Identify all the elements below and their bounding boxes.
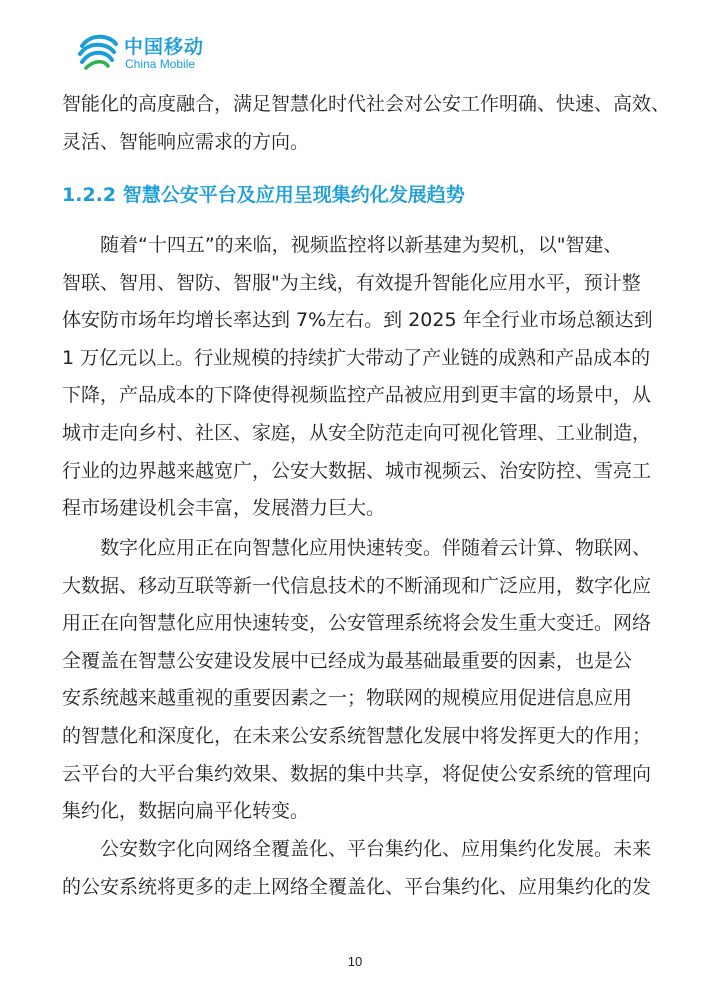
- text-line: 的公安系统将更多的走上网络全覆盖化、平台集约化、应用集约化的发: [62, 875, 652, 898]
- paragraph-network-coverage: [62, 831, 651, 906]
- text-line: 城市走向乡村、社区、家庭，从安全防范走向可视化管理、工业制造，: [62, 421, 652, 444]
- text-line: 的智慧化和深度化，在未来公安系统智慧化发展中将发挥更大的作用；: [62, 724, 652, 747]
- china-mobile-logo: [76, 30, 226, 76]
- paragraph-market: [62, 227, 653, 528]
- paragraph-digitalization: [62, 530, 651, 831]
- text-line: 用正在向智慧化应用快速转变，公安管理系统将会发生重大变迁。网络: [62, 612, 652, 635]
- text-line: 大数据、移动互联等新一代信息技术的不断涌现和广泛应用，数字化应: [62, 574, 652, 597]
- text-line: 集约化，数据向扁平化转变。: [62, 800, 310, 823]
- text-line: 全覆盖在智慧公安建设发展中已经成为最基础最重要的因素，也是公: [62, 649, 633, 672]
- text-line: 灵活、智能响应需求的方向。: [62, 130, 310, 153]
- text-line: 行业的边界越来越宽广，公安大数据、城市视频云、治安防控、雪亮工: [62, 459, 652, 482]
- intro-paragraph: [62, 86, 670, 161]
- text-line: 程市场建设机会丰富，发展潜力巨大。: [62, 497, 386, 520]
- logo-chinese-text: 中国移动: [124, 36, 205, 58]
- logo-english-text: China Mobile: [125, 57, 196, 71]
- section-heading: 1.2.2 智慧公安平台及应用呈现集约化发展趋势: [62, 184, 465, 206]
- page-number: 10: [347, 954, 363, 969]
- text-line: 随着“十四五”的来临，视频监控将以新基建为契机，以"智建、: [100, 234, 623, 256]
- text-line: 体安防市场年均增长率达到 7%左右。到 2025 年全行业市场总额达到: [62, 309, 653, 332]
- text-line: 下降，产品成本的下降使得视频监控产品被应用到更丰富的场景中，从: [62, 384, 652, 407]
- text-line: 安系统越来越重视的重要因素之一；物联网的规模应用促进信息应用: [62, 687, 633, 710]
- text-line: 智能化的高度融合，满足智慧化时代社会对公安工作明确、快速、高效、: [62, 93, 671, 115]
- china-mobile-emblem-icon: [76, 30, 120, 74]
- text-line: 数字化应用正在向智慧化应用快速转变。伴随着云计算、物联网、: [100, 537, 652, 559]
- text-line: 公安数字化向网络全覆盖化、平台集约化、应用集约化发展。未来: [100, 838, 652, 860]
- text-line: 智联、智用、智防、智服"为主线，有效提升智能化应用水平，预计整: [62, 271, 641, 294]
- text-line: 云平台的大平台集约效果、数据的集中共享，将促使公安系统的管理向: [62, 762, 652, 785]
- text-line: 1 万亿元以上。行业规模的持续扩大带动了产业链的成熟和产品成本的: [62, 346, 651, 369]
